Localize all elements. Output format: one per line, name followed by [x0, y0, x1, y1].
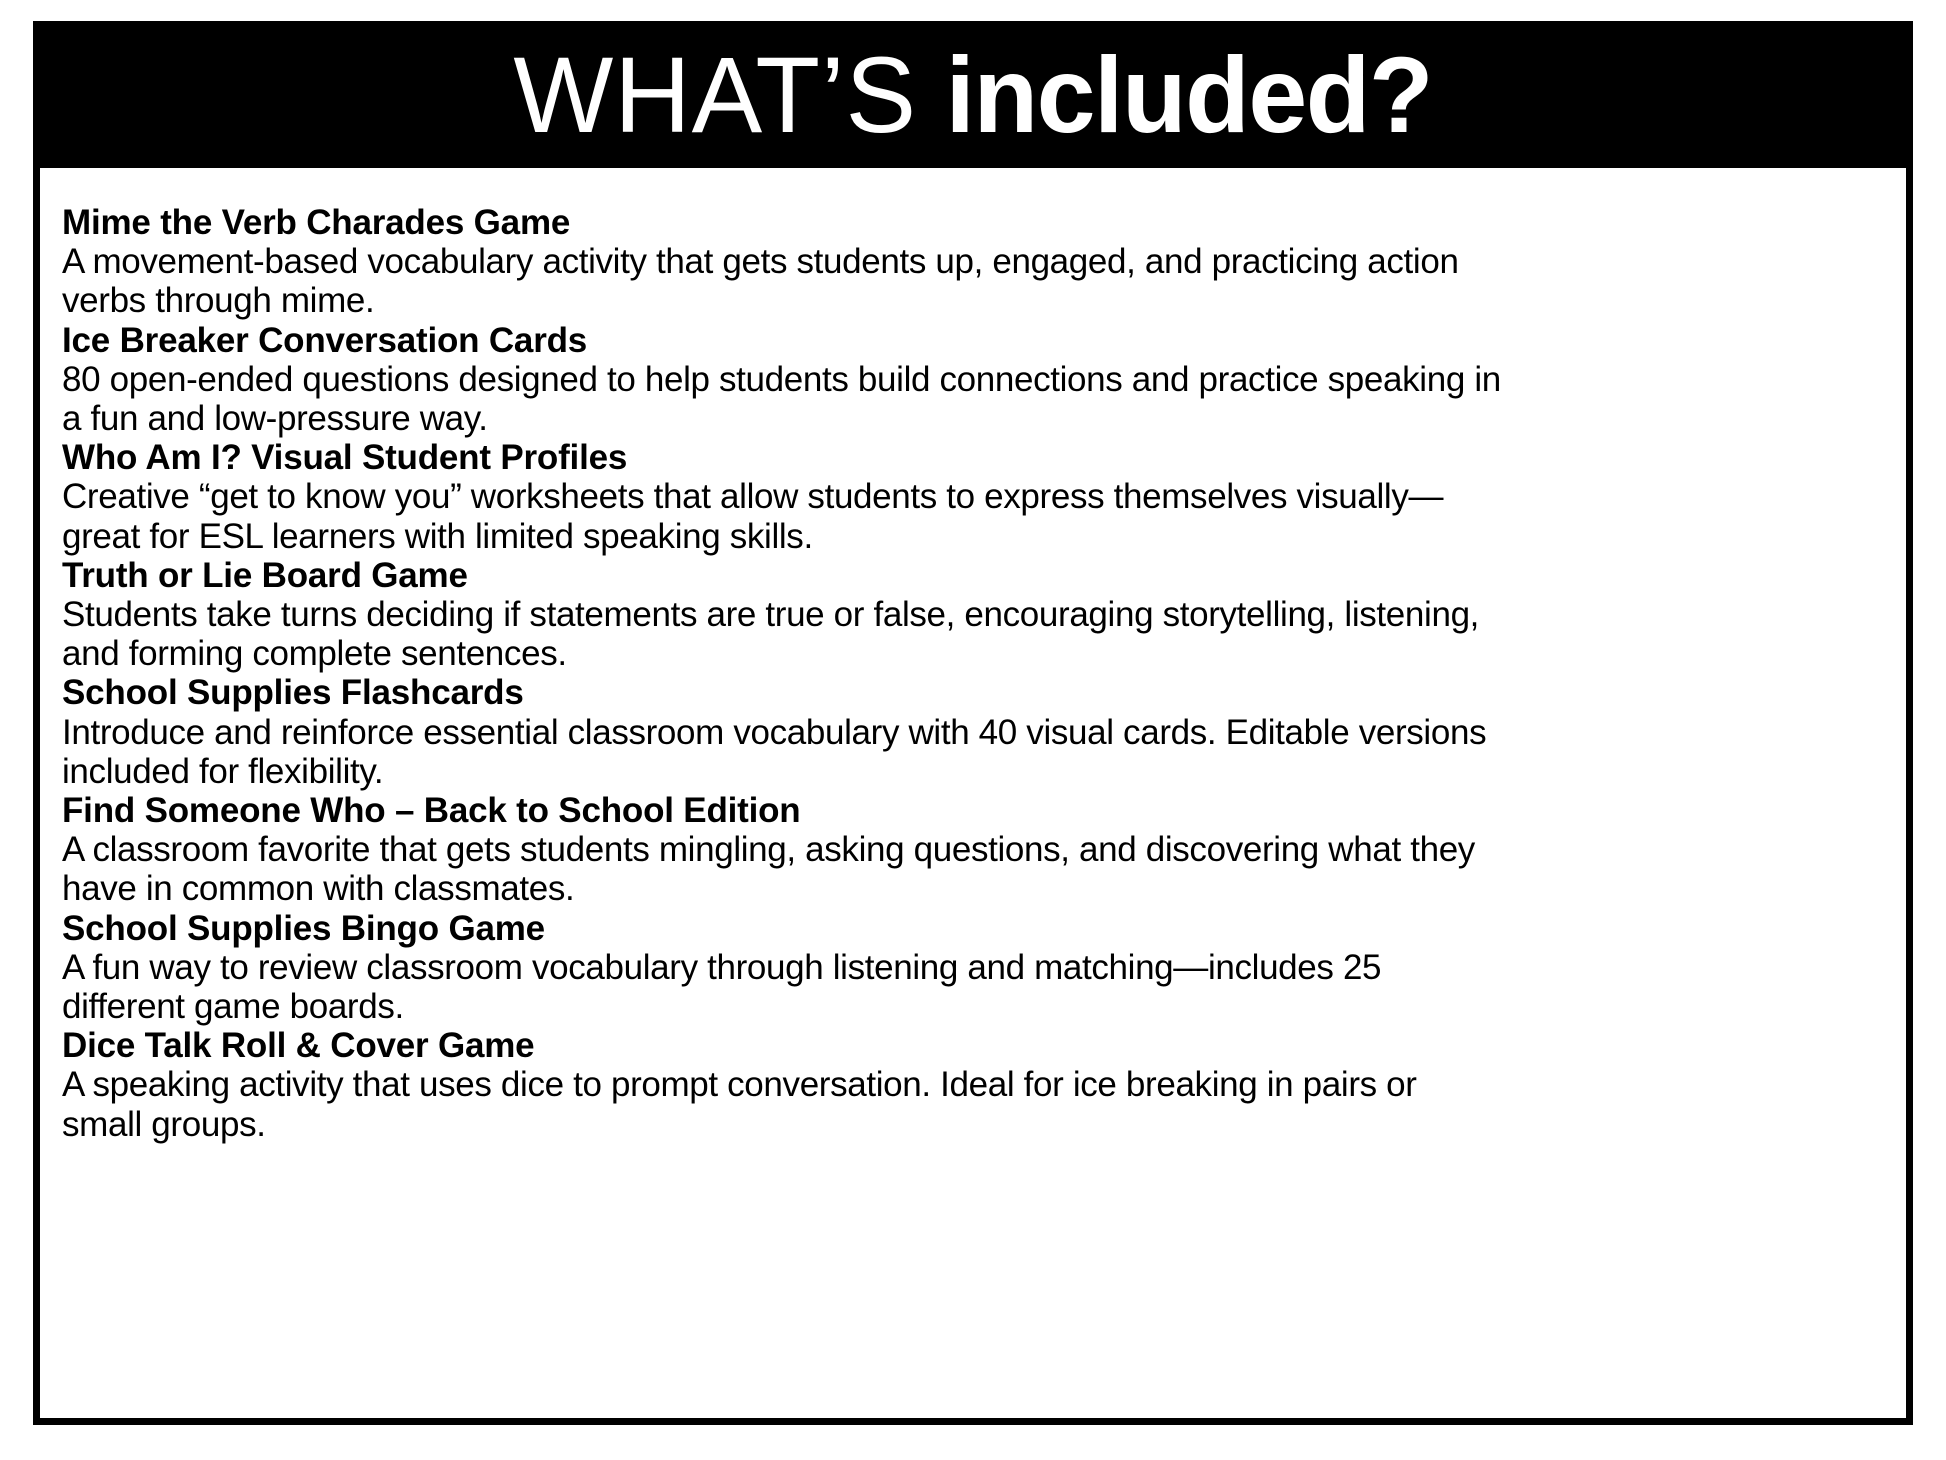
item-description: Students take turns deciding if statements are true or false, encouraging storytelling, listening, and forming complete sentences. [62, 595, 1480, 674]
list-item [62, 1026, 1868, 1144]
item-description: 80 open-ended questions designed to help students build connections and practice speaking in a fun and low-pressure way. [62, 359, 1501, 439]
list-item [62, 673, 1868, 791]
whats-included-poster [33, 21, 1913, 1425]
item-description: Introduce and reinforce essential classroom vocabulary with 40 visual cards. Editable versions included for flexibility. [62, 712, 1487, 791]
item-description: Creative “get to know you” worksheets that allow students to express themselves visually—great for ESL learners with limited speaking skills. [62, 477, 1444, 556]
item-title: Dice Talk Roll & Cover Game [62, 1026, 535, 1066]
list-item [62, 321, 1868, 439]
list-item [62, 791, 1868, 909]
item-title: Mime the Verb Charades Game [62, 203, 571, 242]
item-title: Truth or Lie Board Game [62, 555, 468, 595]
item-title: School Supplies Bingo Game [62, 908, 545, 948]
item-description: A fun way to review classroom vocabulary through listening and matching—includes 25 different game boards. [62, 947, 1382, 1027]
list-item [62, 909, 1868, 1027]
item-title: Ice Breaker Conversation Cards [62, 320, 588, 360]
list-item [62, 556, 1868, 674]
item-description: A speaking activity that uses dice to prompt conversation. Ideal for ice breaking in pairs or small groups. [62, 1065, 1417, 1144]
item-description: A classroom favorite that gets students mingling, asking questions, and discovering what they have in common with classmates. [62, 830, 1475, 909]
item-title: School Supplies Flashcards [62, 673, 524, 713]
poster-header-band [40, 28, 1906, 168]
page-title [513, 34, 1433, 155]
item-title: Find Someone Who – Back to School Edition [62, 791, 801, 831]
included-items-list [40, 168, 1906, 1154]
page-title-thin-part: WHAT’S [513, 34, 918, 155]
list-item [62, 203, 1868, 321]
item-description: A movement-based vocabulary activity that gets students up, engaged, and practicing action verbs through mime. [62, 242, 1459, 321]
page-title-bold-part: included? [945, 34, 1433, 155]
item-title: Who Am I? Visual Student Profiles [62, 438, 628, 478]
list-item [62, 438, 1868, 556]
